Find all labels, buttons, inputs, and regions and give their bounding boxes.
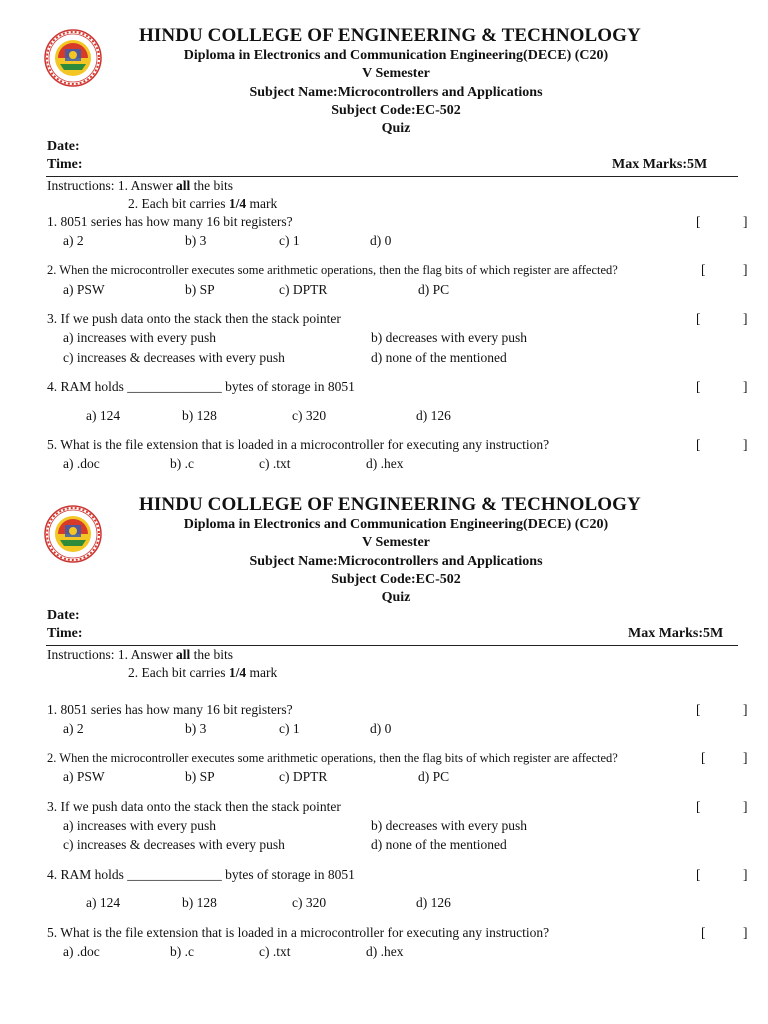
instructions-line-2 (128, 665, 277, 681)
question-5-option-c: c) .txt (259, 456, 291, 471)
divider-line (46, 176, 738, 177)
exam-type: Quiz (381, 590, 411, 605)
instructions-line-2 (128, 196, 277, 212)
question-2-option-c: c) DPTR (279, 769, 328, 784)
question-2-option-a: a) PSW (63, 282, 105, 297)
question-1-option-c: c) 1 (279, 721, 300, 736)
max-marks: Max Marks:5M (628, 626, 724, 641)
question-2-option-d: d) PC (418, 282, 450, 297)
question-4-option-c: c) 320 (292, 895, 327, 910)
question-1-option-b: b) 3 (185, 721, 207, 736)
semester: V Semester (362, 535, 430, 550)
question-3-text: 3. If we push data onto the stack then the stack pointer (47, 799, 341, 814)
question-3-option-c: c) increases & decreases with every push (63, 350, 285, 365)
instructions-line2-suffix: mark (246, 196, 278, 211)
question-4-option-a: a) 124 (86, 895, 121, 910)
date-label: Date: (47, 608, 80, 623)
answer-bracket-open: [ (696, 311, 701, 326)
question-2-option-b: b) SP (185, 282, 215, 297)
question-1-text: 1. 8051 series has how many 16 bit registers? (47, 214, 293, 229)
answer-bracket-open: [ (701, 925, 706, 940)
question-4-text: 4. RAM holds ______________ bytes of storage in 8051 (47, 379, 355, 394)
question-1-option-a: a) 2 (63, 233, 84, 248)
answer-bracket-open: [ (696, 437, 701, 452)
answer-bracket-close: ] (743, 437, 748, 452)
answer-bracket-close: ] (743, 379, 748, 394)
question-5-option-a: a) .doc (63, 456, 100, 471)
question-2-option-c: c) DPTR (279, 282, 328, 297)
question-3-text: 3. If we push data onto the stack then the stack pointer (47, 311, 341, 326)
question-5-option-a: a) .doc (63, 944, 100, 959)
instructions-fraction: 1/4 (228, 196, 247, 211)
question-4-option-a: a) 124 (86, 408, 121, 423)
answer-bracket-close: ] (743, 214, 748, 229)
answer-bracket-close: ] (743, 799, 748, 814)
answer-bracket-close: ] (743, 702, 748, 717)
max-marks: Max Marks:5M (612, 157, 708, 172)
question-2-text: 2. When the microcontroller executes some arithmetic operations, then the flag bits of which register are affected? (47, 751, 618, 765)
subject-name: Subject Name:Microcontrollers and Applications (249, 554, 543, 569)
exam-type: Quiz (381, 121, 411, 136)
question-1-option-d: d) 0 (370, 721, 392, 736)
question-4-option-b: b) 128 (182, 408, 217, 423)
question-1-text: 1. 8051 series has how many 16 bit registers? (47, 702, 293, 717)
question-3-option-c: c) increases & decreases with every push (63, 837, 285, 852)
question-4-option-d: d) 126 (416, 895, 451, 910)
question-5-option-b: b) .c (170, 944, 194, 959)
college-name: HINDU COLLEGE OF ENGINEERING & TECHNOLOGY (139, 25, 641, 46)
question-3-option-d: d) none of the mentioned (371, 837, 507, 852)
question-2-option-a: a) PSW (63, 769, 105, 784)
instructions-fraction: 1/4 (228, 665, 247, 680)
instructions-suffix: the bits (190, 178, 234, 193)
answer-bracket-close: ] (743, 750, 748, 765)
subject-name: Subject Name:Microcontrollers and Applications (249, 85, 543, 100)
question-2-option-b: b) SP (185, 769, 215, 784)
question-1-option-b: b) 3 (185, 233, 207, 248)
question-4-option-c: c) 320 (292, 408, 327, 423)
answer-bracket-close: ] (743, 311, 748, 326)
question-3-option-d: d) none of the mentioned (371, 350, 507, 365)
question-5-option-d: d) .hex (366, 456, 404, 471)
time-label: Time: (47, 626, 83, 641)
answer-bracket-open: [ (701, 750, 706, 765)
question-1-option-c: c) 1 (279, 233, 300, 248)
instructions-line-1 (47, 647, 233, 663)
question-1-option-a: a) 2 (63, 721, 84, 736)
answer-bracket-close: ] (743, 867, 748, 882)
question-1-option-d: d) 0 (370, 233, 392, 248)
instructions-all: all (176, 647, 191, 662)
subject-code: Subject Code:EC-502 (331, 103, 461, 118)
answer-bracket-open: [ (701, 262, 706, 277)
time-label: Time: (47, 157, 83, 172)
college-name: HINDU COLLEGE OF ENGINEERING & TECHNOLOGY (139, 494, 641, 515)
answer-bracket-open: [ (696, 702, 701, 717)
question-5-text: 5. What is the file extension that is loaded in a microcontroller for executing any instruction? (47, 437, 550, 452)
question-4-text: 4. RAM holds ______________ bytes of storage in 8051 (47, 867, 355, 882)
subject-code: Subject Code:EC-502 (331, 572, 461, 587)
question-5-option-c: c) .txt (259, 944, 291, 959)
question-3-option-b: b) decreases with every push (371, 818, 527, 833)
instructions-all: all (176, 178, 191, 193)
question-3-option-a: a) increases with every push (63, 330, 216, 345)
program-title: Diploma in Electronics and Communication Engineering(DECE) (C20) (183, 48, 609, 63)
instructions-line2-prefix: 2. Each bit carries (128, 665, 229, 680)
question-3-option-a: a) increases with every push (63, 818, 216, 833)
answer-bracket-open: [ (696, 379, 701, 394)
question-4-option-b: b) 128 (182, 895, 217, 910)
answer-bracket-close: ] (743, 925, 748, 940)
question-4-option-d: d) 126 (416, 408, 451, 423)
answer-bracket-open: [ (696, 214, 701, 229)
instructions-line2-suffix: mark (246, 665, 278, 680)
instructions-prefix: Instructions: 1. Answer (47, 178, 176, 193)
answer-bracket-open: [ (696, 867, 701, 882)
question-5-option-d: d) .hex (366, 944, 404, 959)
instructions-line2-prefix: 2. Each bit carries (128, 196, 229, 211)
date-label: Date: (47, 139, 80, 154)
question-3-option-b: b) decreases with every push (371, 330, 527, 345)
semester: V Semester (362, 66, 430, 81)
question-2-text: 2. When the microcontroller executes some arithmetic operations, then the flag bits of which register are affected? (47, 263, 618, 277)
answer-bracket-open: [ (696, 799, 701, 814)
question-2-option-d: d) PC (418, 769, 450, 784)
answer-bracket-close: ] (743, 262, 748, 277)
instructions-line-1 (47, 178, 233, 194)
question-5-text: 5. What is the file extension that is loaded in a microcontroller for executing any instruction? (47, 925, 550, 940)
instructions-prefix: Instructions: 1. Answer (47, 647, 176, 662)
program-title: Diploma in Electronics and Communication Engineering(DECE) (C20) (183, 517, 609, 532)
divider-line (46, 645, 738, 646)
question-5-option-b: b) .c (170, 456, 194, 471)
instructions-suffix: the bits (190, 647, 234, 662)
